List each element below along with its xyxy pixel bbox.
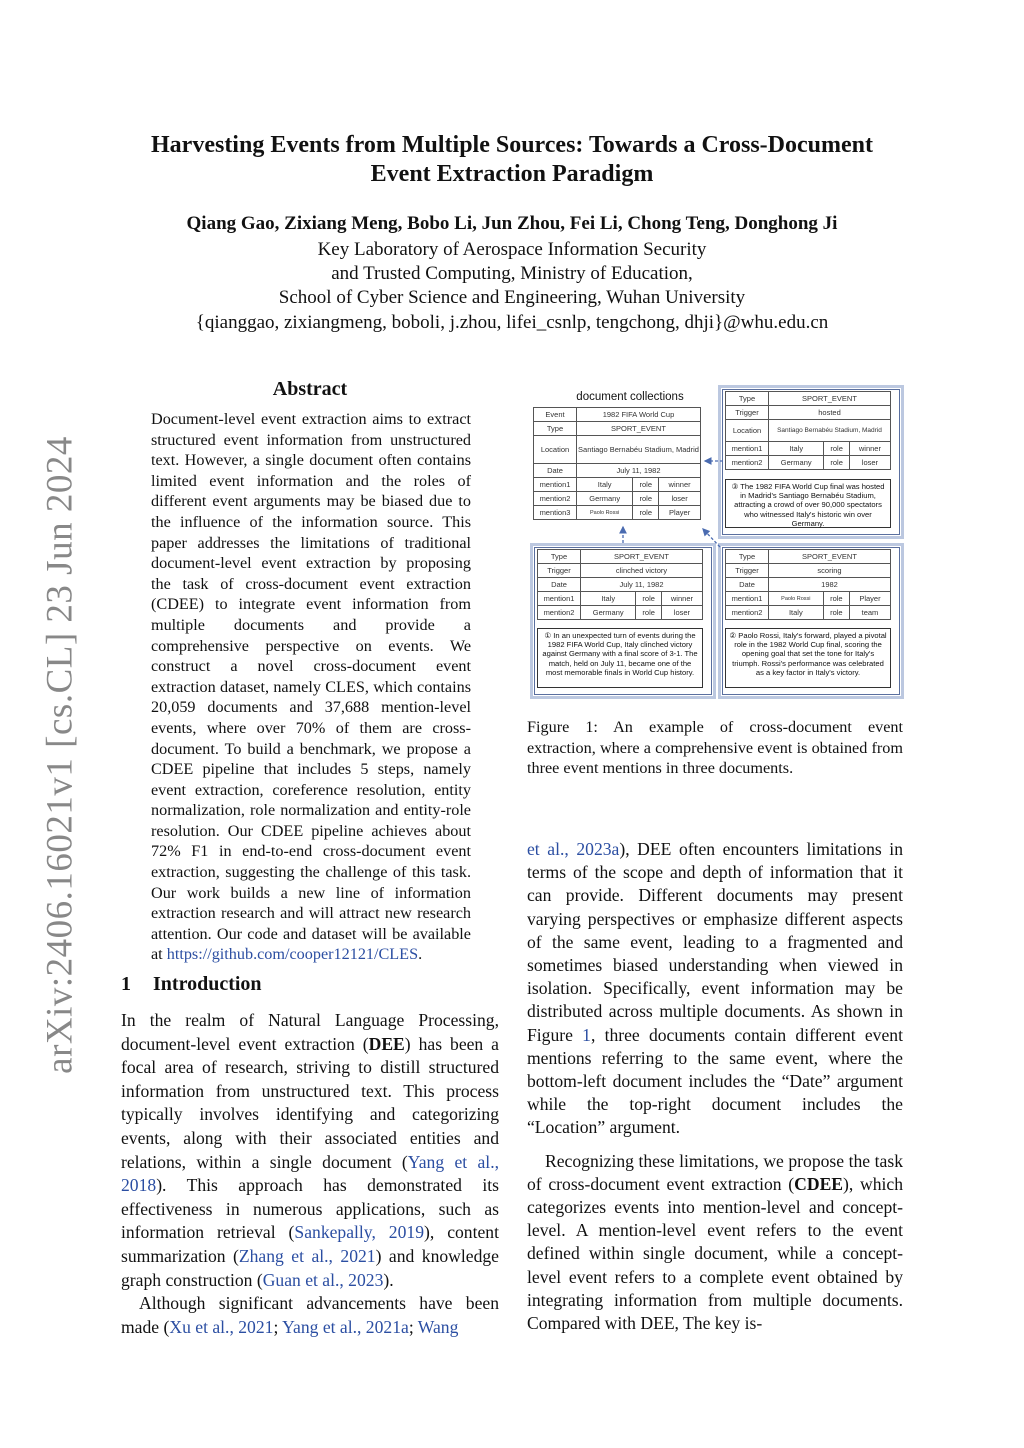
mention-id: mention1 <box>538 592 581 606</box>
mention-entity: Germany <box>769 456 824 470</box>
role-label: role <box>824 456 849 470</box>
text-run: ) has been a focal area of research, striving to distill structured information from unstructured text. This process typically involves identifying and categorizing events, along with their associated entities and relations, within a single document ( <box>121 1033 499 1172</box>
role-label: role <box>636 606 661 620</box>
cell-label: Date <box>726 578 769 592</box>
cell-value: SPORT_EVENT <box>581 550 703 564</box>
cell-value: clinched victory <box>581 564 703 578</box>
citation-link[interactable]: Yang et al., 2021a <box>282 1316 409 1337</box>
cell-value: July 11, 1982 <box>581 578 703 592</box>
figure-ref-link[interactable]: 1 <box>582 1024 591 1045</box>
mention-id: mention1 <box>726 592 769 606</box>
role-label: role <box>823 606 849 620</box>
text-run: ). <box>383 1269 394 1290</box>
figure-1 <box>527 385 907 697</box>
text-run: ), content summarization ( <box>121 1222 499 1266</box>
role-value: winner <box>661 592 702 606</box>
cell-label: Type <box>726 392 769 406</box>
abstract-body <box>151 409 471 965</box>
cell-label: Type <box>534 422 577 436</box>
affiliation-line: Key Laboratory of Aerospace Information Security <box>317 239 707 260</box>
citation-link[interactable]: Guan et al., 2023 <box>262 1269 384 1290</box>
cell-value: SPORT_EVENT <box>769 392 891 406</box>
section-title: Introduction <box>153 973 262 995</box>
title-line-2: Event Extraction Paradigm <box>370 161 654 187</box>
cell-label: Type <box>538 550 581 564</box>
abstract-heading: Abstract <box>272 378 348 400</box>
mention-entity: Italy <box>577 478 633 492</box>
intro-paragraph-2-cont <box>527 838 903 1140</box>
affiliation-line: School of Cyber Science and Engineering, Wuhan University <box>278 287 746 308</box>
citation-link[interactable]: Zhang et al., 2021 <box>238 1245 376 1266</box>
citation-link[interactable]: Wang <box>417 1316 459 1337</box>
citation-link[interactable]: Sankepally, 2019 <box>294 1222 424 1243</box>
mention-entity: Paolo Rossi <box>577 506 633 520</box>
citation-link[interactable]: Yang et al., 2018 <box>121 1151 499 1196</box>
role-label: role <box>636 592 661 606</box>
cell-value: 1982 FIFA World Cup <box>577 408 701 422</box>
mention-id: mention2 <box>726 456 769 470</box>
cell-label: Type <box>726 550 769 564</box>
cell-label: Date <box>534 464 577 478</box>
term-dee: DEE <box>368 1033 405 1054</box>
mention-entity: Italy <box>769 606 824 620</box>
cell-label: Trigger <box>726 564 769 578</box>
text-run: ). This approach has demonstrated its effectiveness in numerous applications, such as information retrieval ( <box>121 1175 499 1243</box>
collection-title: document collections <box>576 391 684 403</box>
abstract-text: Document-level event extraction aims to extract structured event information from unstructured text. However, a single document often contains limited event information and the roles of different event arguments may be biased due to the influence of the information source. This paper addresses the limitations of traditional document-level event extraction by proposing the task of cross-document event extraction (CDEE) to integrate event information from multiple documents and provide a comprehensive perspective on events. We construct a novel cross-document event extraction dataset, namely CLES, which contains 20,059 documents and 37,688 mention-level events, where over 70% of them are cross-document. To build a benchmark, we propose a CDEE pipeline that includes 5 steps, namely event extraction, coreference resolution, entity normalization, role normalization and entity-role resolution. Our CDEE pipeline achieves about 72% F1 in end-to-end cross-document event extraction, suggesting the challenge of this task. Our work builds a new line of information extraction research and will attract new research attention. Our code and dataset will be available at <box>151 410 471 964</box>
paper-title <box>0 131 1024 189</box>
arxiv-stamp: arXiv:2406.16021v1 [cs.CL] 23 Jun 2024 <box>39 436 81 1074</box>
cell-value: hosted <box>769 406 891 420</box>
role-label: role <box>633 478 659 492</box>
citation-link[interactable]: et al., 2023a <box>527 839 620 859</box>
mention-id: mention1 <box>534 478 577 492</box>
cell-label: Trigger <box>726 406 769 420</box>
mention-entity: Paolo Rossi <box>769 592 824 606</box>
document-2-text: ② Paolo Rossi, Italy's forward, played a pivotal role in the 1982 World Cup final, scoring the opening goal that set the tone for Italy's triumph. Rossi's performance was celebrated as a key factor in Italy's victory. <box>725 628 891 688</box>
cell-value: Santiago Bernabéu Stadium, Madrid <box>577 436 701 464</box>
cell-value: SPORT_EVENT <box>769 550 891 564</box>
intro-right-column <box>527 838 903 1335</box>
figure-caption: Figure 1: An example of cross-document event extraction, where a comprehensive event is obtained from three event mentions in three documents. <box>527 718 903 778</box>
term-cdee: CDEE <box>794 1173 844 1194</box>
text-run: Recognizing these limitations, we propose the task of cross-document event extraction ( <box>527 1150 903 1194</box>
role-value: team <box>849 606 890 620</box>
mention-id: mention2 <box>534 492 577 506</box>
role-value: winner <box>849 442 890 456</box>
cell-label: Trigger <box>538 564 581 578</box>
author-list: Qiang Gao, Zixiang Meng, Bobo Li, Jun Zhou, Fei Li, Chong Teng, Donghong Ji <box>186 213 838 234</box>
role-label: role <box>823 592 849 606</box>
role-label: role <box>633 492 659 506</box>
role-value: Player <box>849 592 890 606</box>
text-run: ), which categorizes events into mention-level and concept-level. A mention-level event refers to the event defined within single document, while a concept-level event refers to a complete event obtained by integrating information from multiple documents. Compared with DEE, The key is- <box>527 1173 903 1334</box>
code-link[interactable]: https://github.com/cooper12121/CLES <box>166 945 419 964</box>
cell-value: Santiago Bernabéu Stadium, Madrid <box>769 420 891 442</box>
text-run: In the realm of Natural Language Processing, document-level event extraction ( <box>121 1010 499 1054</box>
intro-paragraph-1 <box>121 1009 499 1292</box>
cell-value: scoring <box>769 564 891 578</box>
cell-label: Location <box>726 420 769 442</box>
arrow-doc2-to-collection <box>703 529 720 547</box>
intro-left-column <box>121 1009 499 1339</box>
text-run: ), DEE often encounters limitations in terms of the scope and depth of information that it can provide. Different documents may present varying perspectives or emphasize different aspects of the same event, leading to a fragmented and sometimes biased understanding when viewed in isolation. Specifically, event information may be distributed across multiple documents. As shown in Figure <box>527 839 903 1045</box>
mention-entity: Germany <box>577 492 633 506</box>
citation-link[interactable]: Xu et al., 2021 <box>169 1316 274 1337</box>
section-heading <box>121 973 262 996</box>
cell-label: Event <box>534 408 577 422</box>
mention-entity: Italy <box>581 592 636 606</box>
text-run: ) and knowledge graph construction ( <box>121 1245 499 1290</box>
role-label: role <box>824 442 849 456</box>
role-value: loser <box>659 492 701 506</box>
figure-arrows <box>527 385 907 697</box>
mention-id: mention2 <box>538 606 581 620</box>
document-3-text: ③ The 1982 FIFA World Cup final was hosted in Madrid’s Santiago Bernabéu Stadium, attracting a crowd of over 90,000 spectators who witnessed Italy's historic win over Germany. <box>725 479 891 528</box>
section-number: 1 <box>121 973 131 995</box>
cell-value: SPORT_EVENT <box>577 422 701 436</box>
mention-entity: Italy <box>769 442 824 456</box>
author-emails: {qianggao, zixiangmeng, boboli, j.zhou, lifei_csnlp, tengchong, dhji}@whu.edu.cn <box>195 312 829 333</box>
document-1-text: ① In an unexpected turn of events during the 1982 FIFA World Cup, Italy clinched victory against Germany with a final score of 3-1. The match, held on July 11, became one of the most memorable finals in World Cup history. <box>537 628 703 688</box>
role-value: winner <box>659 478 701 492</box>
cell-value: 1982 <box>769 578 891 592</box>
mention-entity: Germany <box>581 606 636 620</box>
cell-value: July 11, 1982 <box>577 464 701 478</box>
role-value: loser <box>661 606 702 620</box>
mention-id: mention2 <box>726 606 769 620</box>
role-value: Player <box>659 506 701 520</box>
text-run: ; <box>408 1316 418 1337</box>
role-value: loser <box>849 456 890 470</box>
abstract-end: . <box>418 945 423 964</box>
text-run: Although significant advancements have been made ( <box>121 1293 499 1337</box>
cell-label: Location <box>534 436 577 464</box>
cell-label: Date <box>538 578 581 592</box>
text-run: , three documents contain different event mentions referring to the same event, where the bottom-left document includes the “Date” argument while the top-right document includes the “Location” argument. <box>527 1024 903 1138</box>
mention-id: mention1 <box>726 442 769 456</box>
role-label: role <box>633 506 659 520</box>
intro-paragraph-2 <box>121 1292 499 1339</box>
text-run: ; <box>273 1316 283 1337</box>
intro-paragraph-3 <box>527 1150 903 1336</box>
mention-id: mention3 <box>534 506 577 520</box>
title-line-1: Harvesting Events from Multiple Sources: Towards a Cross-Document <box>151 132 873 158</box>
affiliation-line: and Trusted Computing, Ministry of Education, <box>331 263 693 284</box>
